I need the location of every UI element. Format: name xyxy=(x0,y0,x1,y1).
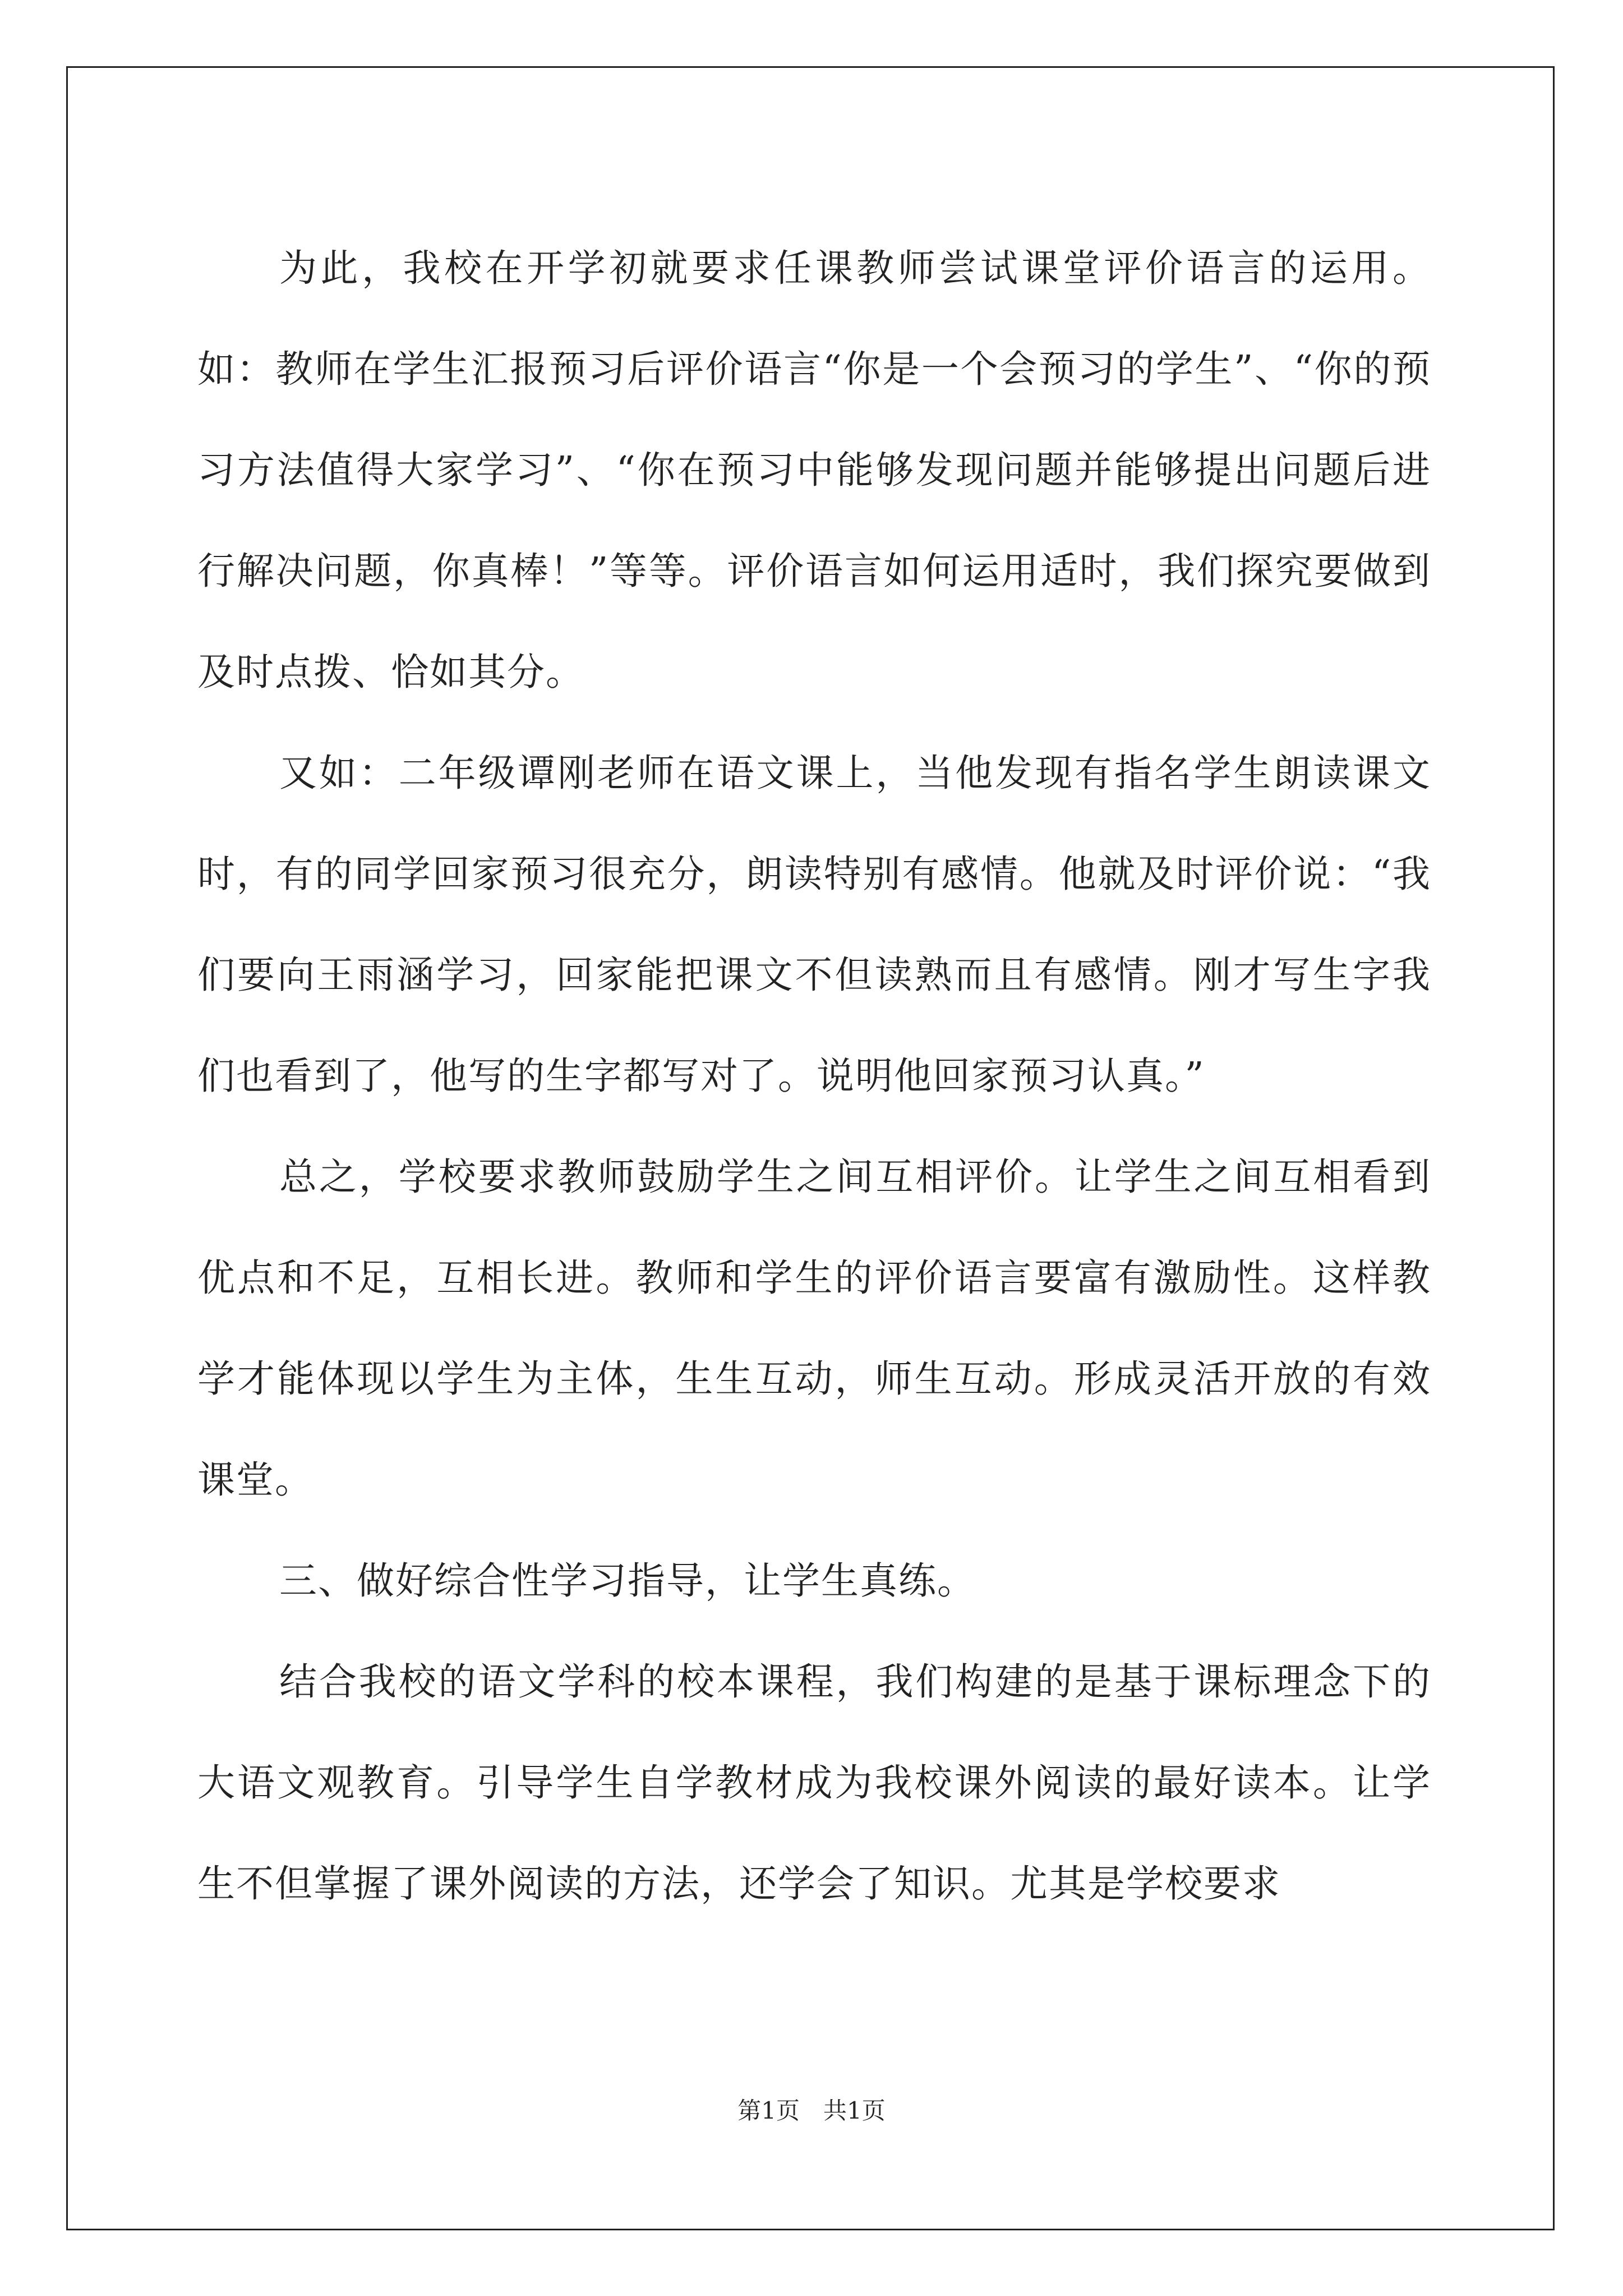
paragraph-2: 又如：二年级谭刚老师在语文课上，当他发现有指名学生朗读课文时，有的同学回家预习很充分，朗读特别有感情。他就及时评价说：“我们要向王雨涵学习，回家能把课文不但读熟而且有感情。刚才写生字我们也看到了，他写的生字都写对了。说明他回家预习认真。” xyxy=(197,751,1431,1098)
paragraph-3: 总之，学校要求教师鼓励学生之间互相评价。让学生之间互相看到优点和不足，互相长进。教师和学生的评价语言要富有激励性。这样教学才能体现以学生为主体，生生互动，师生互动。形成灵活开放的有效课堂。 xyxy=(197,1155,1431,1502)
section-heading: 三、做好综合性学习指导，让学生真练。 xyxy=(279,1559,976,1603)
paragraph-4: 结合我校的语文学科的校本课程，我们构建的是基于课标理念下的大语文观教育。引导学生自学教材成为我校课外阅读的最好读本。让学生不但掌握了课外阅读的方法，还学会了知识。尤其是学校要求 xyxy=(197,1660,1431,1906)
paragraph-1: 为此，我校在开学初就要求任课教师尝试课堂评价语言的运用。如：教师在学生汇报预习后评价语言“你是一个会预习的学生”、“你的预习方法值得大家学习”、“你在预习中能够发现问题并能够提出问题后进行解决问题，你真棒！”等等。评价语言如何运用适时，我们探究要做到及时点拨、恰如其分。 xyxy=(197,246,1431,694)
document-body xyxy=(197,218,1431,1934)
page-footer: 第1页 共1页 xyxy=(737,2097,886,2124)
